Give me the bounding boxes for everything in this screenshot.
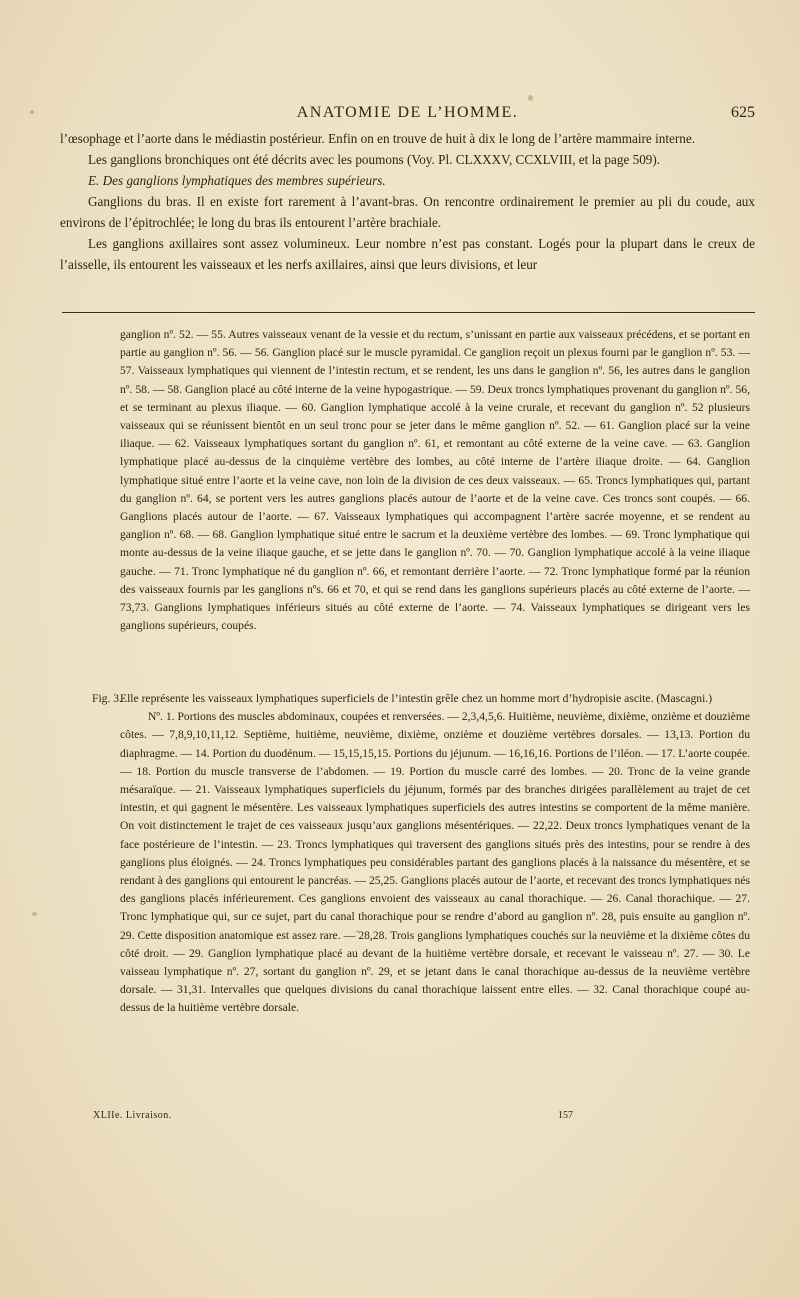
plate-notes <box>120 326 750 635</box>
page-title: ANATOMIE DE L’HOMME. <box>296 104 519 121</box>
stain-spot <box>30 110 34 114</box>
section-heading: E. Des ganglions lymphatiques des membres supérieurs. <box>88 173 386 188</box>
paragraph: Les ganglions axillaires sont assez volumineux. Leur nombre n’est pas constant. Logés pour la plupart dans le creux de l’aisselle, ils entourent les vaisseaux et les nerfs axillaires, ainsi que leurs divisions, et leur <box>60 236 755 272</box>
paragraph: l’œsophage et l’aorte dans le médiastin postérieur. Enfin on en trouve de huit à dix le long de l’artère mammaire interne. <box>60 131 695 146</box>
paragraph: Les ganglions bronchiques ont été décrits avec les poumons (Voy. Pl. CLXXXV, CCXLVIII, et la page 509). <box>88 152 661 167</box>
page-number: 625 <box>731 104 755 121</box>
notes-paragraph: ganglion nº. 52. — 55. Autres vaisseaux venant de la vessie et du rectum, s’unissant en partie aux vaisseaux précédens, et se portant en partie au ganglion nº. 56. — 56. Ganglion placé sur le muscle pyramidal. Ce ganglion reçoit un plexus fourni par le ganglion nº. 53. — 57. Vaisseaux lymphatiques qui viennent de l’intestin rectum, et se rendent, les uns dans le ganglion nº. 56, les autres dans le ganglion nº. 58. — 58. Ganglion placé au côté interne de la veine hypogastrique. — 59. Deux troncs lymphatiques provenant du ganglion nº. 56, et se terminant au plexus iliaque. — 60. Ganglion lymphatique accolé à la veine crurale, et recevant du ganglion nº. 52 plusieurs vaisseaux qui se réunissent bientôt en un seul tronc pour se jeter dans le même ganglion nº. 52. — 61. Ganglion placé sur la veine iliaque. — 62. Vaisseaux lymphatiques sortant du ganglion nº. 61, et remontant au côté externe de la veine cave. — 63. Ganglion lymphatique placé au-dessus de la cinquième vertèbre des lombes, au côté interne de l’artère iliaque droite. — 64. Ganglion lymphatique situé entre l’aorte et la veine cave, non loin de la division de ces deux vaisseaux. — 65. Troncs lymphatiques qui, partant du ganglion nº. 64, se portent vers les autres ganglions placés autour de l’aorte et de la veine cave. Ces troncs sont coupés. — 66. Ganglions placés autour de l’aorte. — 67. Vaisseaux lymphatiques qui accompagnent l’artère sacrée moyenne, et se rendent au ganglion nº. 68. — 68. Ganglion lymphatique situé entre le sacrum et la deuxième vertèbre des lombes. — 69. Tronc lymphatique qui monte au-dessus de la veine iliaque gauche, et se jette dans le ganglion nº. 70. — 70. Ganglion lymphatique accolé à la veine iliaque gauche. — 71. Tronc lymphatique né du ganglion nº. 66, et remontant derrière l’aorte. — 72. Tronc lymphatique formé par la réunion des vaisseaux fournis par les ganglions nºs. 66 et 70, et qui se rend dans les ganglions supérieurs placés au côté externe de l’aorte. — 73,73. Ganglions lymphatiques inférieurs situés au côté externe de l’aorte. — 74. Vaisseaux lymphatiques se dirigeant vers les ganglions supérieurs, coupés. <box>120 328 750 633</box>
figure-label: Fig. 3. <box>92 692 122 705</box>
stain-spot <box>528 95 533 101</box>
sheet-number: 157 <box>558 1110 573 1121</box>
signature-mark: XLIIe. Livraison. <box>93 1110 172 1121</box>
stain-spot <box>32 912 37 916</box>
running-header <box>60 104 755 128</box>
figure-description <box>92 690 750 1018</box>
main-text <box>60 128 755 275</box>
paragraph: Ganglions du bras. Il en existe fort rarement à l’avant-bras. On rencontre ordinairement le premier au pli du coude, aux environs de l’épitrochlée; le long du bras ils entourent l’artère brachiale. <box>60 194 755 230</box>
separator-rule <box>62 312 755 313</box>
figure-caption: Elle représente les vaisseaux lymphatiques superficiels de l’intestin grêle chez un homme mort d’hydropisie ascite. (Mascagni.) <box>120 692 713 705</box>
figure-legend: Nº. 1. Portions des muscles abdominaux, coupées et renversées. — 2,3,4,5,6. Huitième, neuvième, dixième, onzième et douzième côtes. — 7,8,9,10,11,12. Septième, huitième, neuvième, dixième, onzième et douzième vertèbres dorsales. — 13,13. Portion du diaphragme. — 14. Portion du duodénum. — 15,15,15,15. Portions du jéjunum. — 16,16,16. Portions de l’iléon. — 17. L’aorte coupée. — 18. Portion du muscle transverse de l’abdomen. — 19. Portion du muscle carré des lombes. — 20. Tronc de la veine grande mésaraïque. — 21. Vaisseaux lymphatiques superficiels du jéjunum, formés par des branches dirigées parallèlement au trajet de cet intestin, et qui gagnent le mésentère. Les vaisseaux lymphatiques superficiels des autres intestins se comportent de la même manière. On voit distinctement le trajet de ces vaisseaux jusqu’aux ganglions mésentériques. — 22,22. Deux troncs lymphatiques venant de la face postérieure de l’intestin. — 23. Troncs lymphatiques qui traversent des ganglions situés près des intestins, pour se rendre à des ganglions plus éloignés. — 24. Troncs lymphatiques peu considérables partant des ganglions placés à la naissance du mésentère, et se rendant à des ganglions qui entourent le pancréas. — 25,25. Ganglions placés autour de l’aorte, et recevant des troncs lymphatiques nés des ganglions placés inférieurement. Ces ganglions envoient des vaisseaux au canal thorachique. — 26. Canal thorachique. — 27. Tronc lymphatique qui, sur ce sujet, part du canal thorachique pour se rendre d’abord au ganglion nº. 28, puis ensuite au ganglion nº. 29. Cette disposition anatomique est assez rare. — 28,28. Trois ganglions lymphatiques couchés sur la neuvième et la dixième côtes du côté droit. — 29. Ganglion lymphatique placé au devant de la huitième vertèbre dorsale, et recevant le vaisseau nº. 27. — 30. Le vaisseau lymphatique nº. 27, sortant du ganglion nº. 29, et se jetant dans le canal thorachique au-dessus de la neuvième vertèbre dorsale. — 31,31. Intervalles que quelques divisions du canal thorachique laissent entre elles. — 32. Canal thorachique coupé au-dessus de la huitième vertèbre dorsale. <box>120 710 750 1015</box>
